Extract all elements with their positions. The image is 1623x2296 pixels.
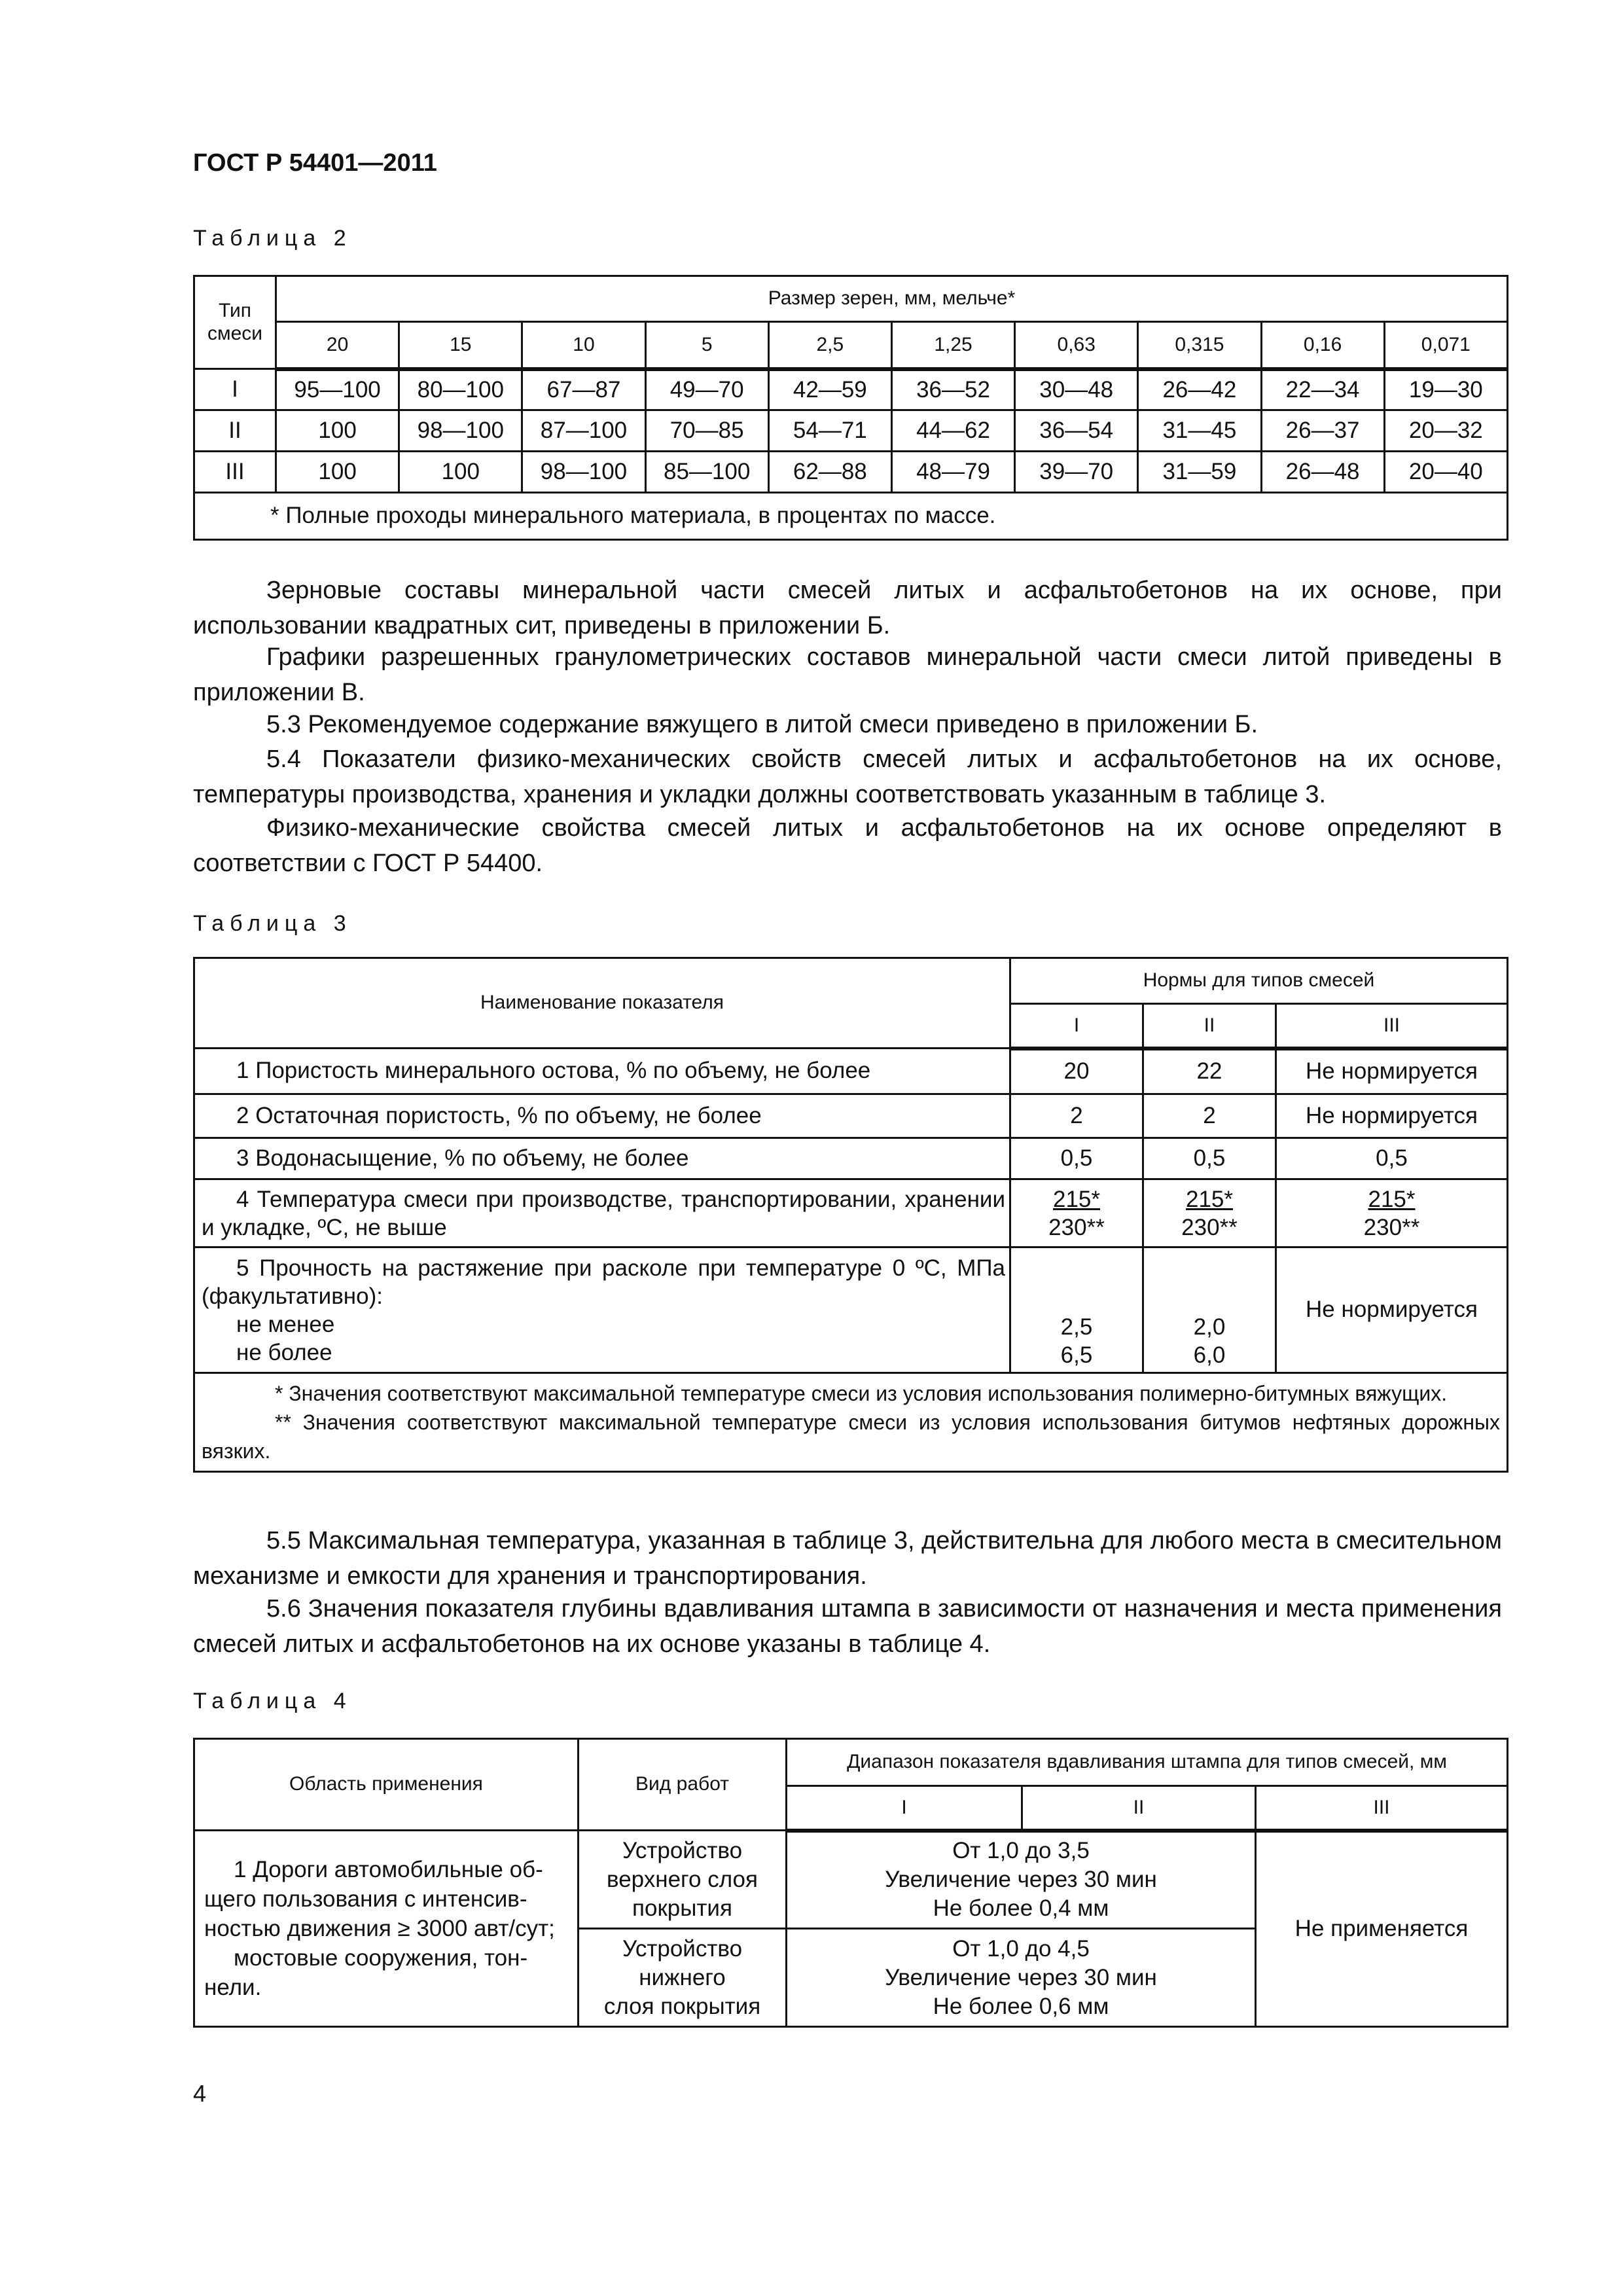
t3-cell: 0,5 [1010,1138,1143,1179]
t2-cell: 42—59 [768,369,891,410]
t3-min-label: не менее [236,1311,335,1337]
t2-type: III [194,452,276,493]
document-number: ГОСТ Р 54401—2011 [193,149,437,177]
t4-work-line: слоя покрытия [603,1993,761,2019]
t3-strength-max: 6,5 [1060,1342,1093,1368]
t4-work [579,1929,787,2027]
t3-cell: 0,5 [1143,1138,1276,1179]
t2-size: 0,071 [1384,322,1507,369]
t2-cell: 26—48 [1261,452,1384,493]
t3-norms-header: Нормы для типов смесей [1010,958,1508,1004]
t2-size: 20 [276,322,399,369]
t2-cell: 85—100 [645,452,768,493]
table-row [194,1049,1508,1094]
t2-cell: 48—79 [891,452,1014,493]
t4-work-line: нижнего [639,1964,726,1990]
paragraph: Физико-механические свойства смесей литых и асфальтобетонов на их основе определяют в соответствии с ГОСТ Р 54400. [193,814,1502,877]
t4-area-line: мостовые сооружения, тон- [234,1945,528,1971]
t3-temp-bottom: 230** [1363,1214,1420,1240]
t2-type-header: Тип смеси [194,276,276,369]
t2-size: 1,25 [891,322,1014,369]
t4-work-line: Устройство [622,1935,743,1962]
t2-cell: 30—48 [1015,369,1138,410]
t4-type3-value: Не применяется [1256,1831,1508,2027]
t3-row-label: 5 Прочность на растяжение при расколе при температуре 0 ºС, МПа (факультативно): [202,1255,1005,1309]
t2-cell: 26—37 [1261,410,1384,452]
t4-type: II [1022,1786,1256,1831]
t2-cell: 87—100 [522,410,645,452]
t3-temp-bottom: 230** [1048,1214,1105,1240]
t2-cell: 67—87 [522,369,645,410]
table-row [194,410,1508,452]
t4-area-line: нели. [204,1975,262,2000]
table2-grain-sizes [193,275,1508,541]
t4-work-line: верхнего слоя [607,1866,758,1892]
t2-cell: 49—70 [645,369,768,410]
t3-temp-top: 215* [1185,1186,1234,1212]
paragraph: 5.6 Значения показателя глубины вдавливания штампа в зависимости от назначения и места применения смесей литых и асфальтобетонов на их основе указаны в таблице 4. [193,1595,1502,1658]
t4-range-line: Увеличение через 30 мин [885,1867,1157,1893]
t4-area-line: 1 Дороги автомобильные об- [234,1857,543,1882]
t3-type: III [1276,1004,1508,1049]
t2-cell: 31—59 [1138,452,1261,493]
t2-size: 10 [522,322,645,369]
t3-temp-cell [1143,1179,1276,1247]
t3-footnote: ** Значения соответствуют максимальной температуре смеси из условия использования битумов нефтяных дорожных вязких. [202,1410,1500,1463]
t3-temp-top: 215* [1368,1186,1416,1212]
t2-cell: 80—100 [399,369,522,410]
t2-cell: 62—88 [768,452,891,493]
t4-work [579,1831,787,1929]
t4-range-line: Увеличение через 30 мин [885,1964,1157,1990]
t4-range-line: Не более 0,4 мм [933,1895,1109,1922]
t3-cell: 20 [1010,1049,1143,1094]
t4-type: I [787,1786,1022,1831]
t3-row-label: 1 Пористость минерального остова, % по объему, не более [194,1049,1010,1094]
t2-cell: 98—100 [399,410,522,452]
t3-footnotes [194,1373,1508,1472]
t2-cell: 100 [276,410,399,452]
table-row [194,1831,1508,1929]
t2-cell: 36—54 [1015,410,1138,452]
t4-range-line: От 1,0 до 4,5 [952,1935,1090,1962]
t2-size: 0,63 [1015,322,1138,369]
t2-cell: 31—45 [1138,410,1261,452]
page-number: 4 [193,2080,207,2107]
t3-row-label: 2 Остаточная пористость, % по объему, не более [194,1094,1010,1138]
paragraph: 5.3 Рекомендуемое содержание вяжущего в литой смеси приведено в приложении Б. [266,711,1258,738]
t3-temp-cell [1276,1179,1508,1247]
t2-size: 2,5 [768,322,891,369]
t2-cell: 39—70 [1015,452,1138,493]
table-row [194,452,1508,493]
table-row [194,1094,1508,1138]
t3-strength-label [194,1247,1010,1373]
table-row [194,1138,1508,1179]
t4-area-line: щего пользования с интенсив- [204,1886,527,1912]
t4-type: III [1256,1786,1508,1831]
t3-footnote: * Значения соответствуют максимальной температуре смеси из условия использования полимерно-битумных вяжущих. [275,1382,1448,1405]
table3-caption: Таблица 3 [193,911,352,936]
table-row [194,1373,1508,1472]
paragraph: Зерновые составы минеральной части смесей литых и асфальтобетонов на их основе, при использовании квадратных сит, приведены в приложении Б. [193,577,1502,639]
t3-strength-min: 2,5 [1060,1314,1093,1340]
table-row [194,369,1508,410]
t4-range [787,1929,1256,2027]
t4-area [194,1831,579,2027]
table-row [194,1179,1508,1247]
t2-cell: 54—71 [768,410,891,452]
table4-indentation [193,1738,1508,2028]
t2-cell: 26—42 [1138,369,1261,410]
t3-strength-min: 2,0 [1193,1314,1226,1340]
t2-cell: 22—34 [1261,369,1384,410]
t2-cell: 20—32 [1384,410,1507,452]
t2-cell: 20—40 [1384,452,1507,493]
t2-size: 15 [399,322,522,369]
t2-cell: 36—52 [891,369,1014,410]
t3-cell: Не нормируется [1276,1049,1508,1094]
t4-range-line: От 1,0 до 3,5 [952,1838,1090,1864]
table4-caption: Таблица 4 [193,1689,352,1713]
t2-cell: 100 [276,452,399,493]
t2-cell: 70—85 [645,410,768,452]
table2-caption: Таблица 2 [193,226,352,251]
t2-cell: 44—62 [891,410,1014,452]
t2-cell: 98—100 [522,452,645,493]
t3-cell: 0,5 [1276,1138,1508,1179]
t3-cell: 22 [1143,1049,1276,1094]
t3-strength-max: 6,0 [1193,1342,1226,1368]
t2-size: 5 [645,322,768,369]
paragraph: 5.4 Показатели физико-механических свойств смесей литых и асфальтобетонов на их основе, температуры производства, хранения и укладки должны соответствовать указанным в таблице 3. [193,745,1502,808]
t3-strength-cell [1010,1247,1143,1373]
t4-area-line: ностью движения ≥ 3000 авт/сут; [204,1916,555,1941]
paragraph: 5.5 Максимальная температура, указанная в таблице 3, действительна для любого места в смесительном механизме и емкости для хранения и транспортирования. [193,1527,1502,1590]
t2-cell: 19—30 [1384,369,1507,410]
t4-area-header: Область применения [194,1739,579,1831]
t3-temp-bottom: 230** [1181,1214,1238,1240]
t2-size-header: Размер зерен, мм, мельче* [276,276,1508,322]
t3-type: II [1143,1004,1276,1049]
t3-row-label: 4 Температура смеси при производстве, транспортировании, хранении и укладке, ºС, не выше [194,1179,1010,1247]
t3-cell: Не нормируется [1276,1094,1508,1138]
t4-work-line: покрытия [632,1895,732,1921]
t2-type: I [194,369,276,410]
t2-footnote: * Полные проходы минерального материала, в процентах по массе. [194,493,1508,540]
t2-type: II [194,410,276,452]
t4-work-line: Устройство [622,1837,743,1863]
t3-cell: 2 [1010,1094,1143,1138]
table-row [194,1247,1508,1373]
t3-type: I [1010,1004,1143,1049]
t2-cell: 95—100 [276,369,399,410]
t3-temp-top: 215* [1052,1186,1101,1212]
t2-size: 0,16 [1261,322,1384,369]
t4-work-header: Вид работ [579,1739,787,1831]
table3-properties [193,957,1508,1473]
t4-range [787,1831,1256,1929]
t4-range-header: Диапазон показателя вдавливания штампа для типов смесей, мм [787,1739,1508,1786]
paragraph: Графики разрешенных гранулометрических составов минеральной части смеси литой приведены в приложении В. [193,643,1502,706]
t3-name-header: Наименование показателя [194,958,1010,1049]
t3-strength-cell [1143,1247,1276,1373]
t2-cell: 100 [399,452,522,493]
t3-cell: Не нормируется [1276,1247,1508,1373]
t4-range-line: Не более 0,6 мм [933,1993,1109,2019]
t3-temp-cell [1010,1179,1143,1247]
t3-row-label: 3 Водонасыщение, % по объему, не более [194,1138,1010,1179]
t3-cell: 2 [1143,1094,1276,1138]
t2-size: 0,315 [1138,322,1261,369]
t3-max-label: не более [236,1339,332,1365]
